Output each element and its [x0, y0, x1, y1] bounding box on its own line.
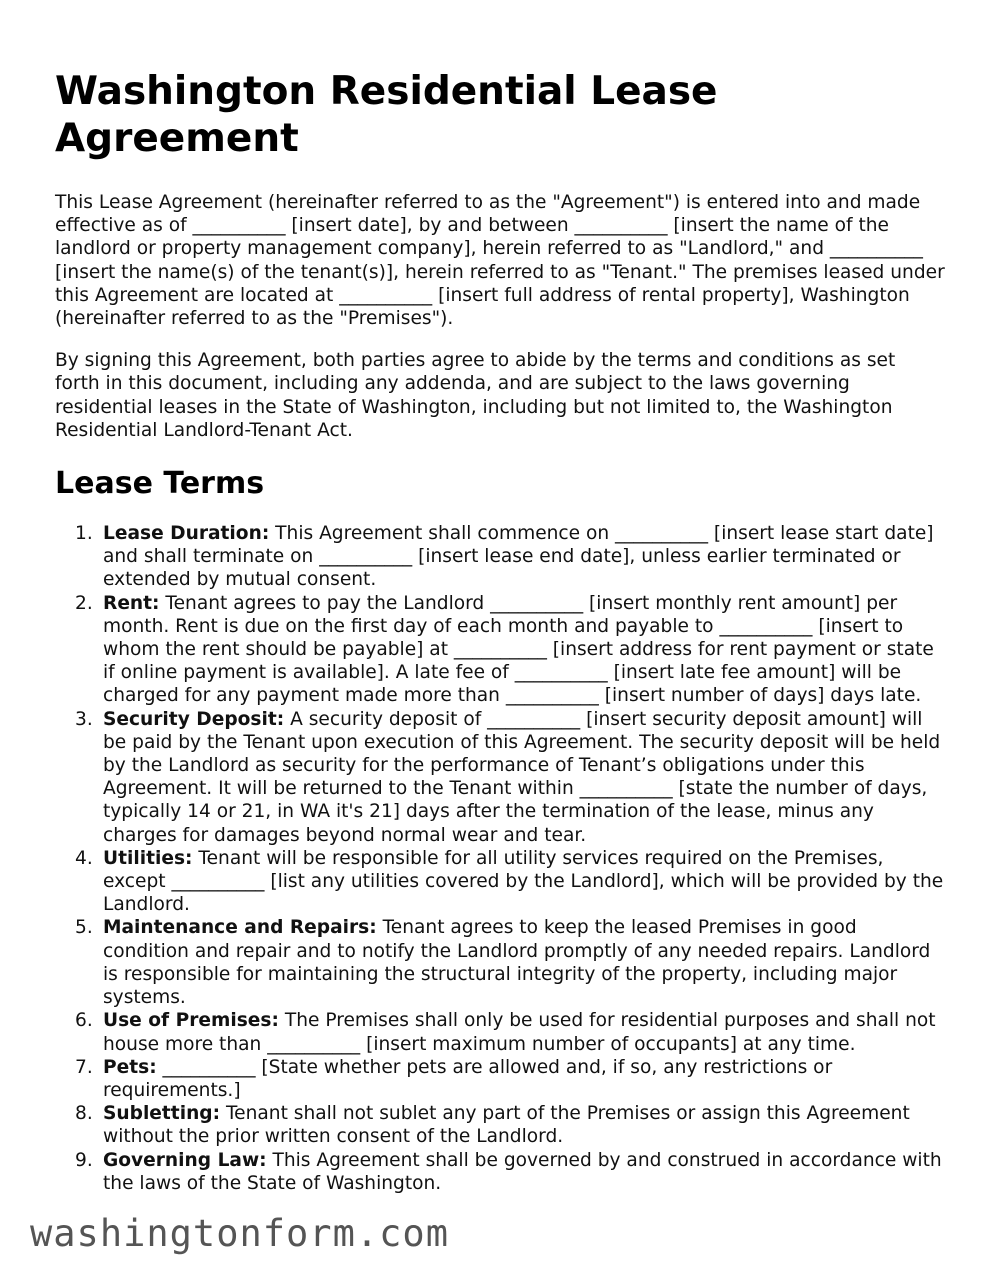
term-label: Governing Law: [103, 1149, 267, 1171]
lease-terms-list [55, 522, 945, 1195]
term-label: Security Deposit: [103, 708, 285, 730]
term-label: Rent: [103, 592, 160, 614]
term-subletting [55, 1102, 945, 1148]
term-label: Pets: [103, 1056, 157, 1078]
term-number: 7. [75, 1056, 93, 1078]
agreement-paragraph: By signing this Agreement, both parties agree to abide by the terms and conditions as set forth in this document, including any addenda, and are subject to the laws governing residential leases in the State of Washington, including but not limited to, the Washington Residential Landlord-Tenant Act. [55, 350, 896, 441]
term-text: Tenant will be responsible for all utility services required on the Premises, except __________ [list any utilities covered by the Landlord], which will be provided by the Landlord. [103, 847, 944, 916]
term-number: 3. [75, 708, 93, 730]
term-use-of-premises [55, 1009, 945, 1055]
term-number: 5. [75, 917, 93, 939]
term-security-deposit [55, 708, 945, 847]
term-number: 6. [75, 1010, 93, 1032]
term-rent [55, 592, 945, 708]
site-watermark: washingtonform.com [30, 1212, 449, 1255]
term-label: Subletting: [103, 1103, 221, 1125]
term-text: This Agreement shall commence on __________ [insert lease start date] and shall terminate on __________ [insert lease end date], unless earlier terminated or extended by mutual consent. [103, 523, 934, 591]
term-text: Tenant agrees to pay the Landlord __________ [insert monthly rent amount] per month. Rent is due on the first day of each month and payable to __________ [insert to whom the rent should be payable] at __________ [insert address for rent payment or state if online payment is available]. A late fee of __________ [insert late fee amount] will be charged for any payment made more than __________ [insert number of days] days late. [103, 592, 934, 707]
section-heading-lease-terms: Lease Terms [55, 466, 265, 502]
term-text: Tenant agrees to keep the leased Premises in good condition and repair and to notify the Landlord promptly of any needed repairs. Landlord is responsible for maintaining the structural integrity of the property, including major systems. [103, 917, 931, 1009]
term-label: Maintenance and Repairs: [103, 917, 377, 939]
term-maintenance-and-repairs [55, 916, 945, 1009]
term-text: The Premises shall only be used for residential purposes and shall not house more than __________ [insert maximum number of occupants] at any time. [103, 1010, 936, 1055]
term-governing-law [55, 1149, 945, 1195]
document-page [55, 68, 945, 1195]
term-label: Lease Duration: [103, 523, 270, 545]
term-text: __________ [State whether pets are allowed and, if so, any restrictions or requirements.] [103, 1056, 833, 1101]
term-number: 8. [75, 1103, 93, 1125]
intro-paragraph: This Lease Agreement (hereinafter referred to as the "Agreement") is entered into and made effective as of __________ [insert date], by and between __________ [insert the name of the landlord or property management company], herein referred to as "Landlord," and __________ [insert the name(s) of the tenant(s)], herein referred to as "Tenant." The premises leased under this Agreement are located at __________ [insert full address of rental property], Washington (hereinafter referred to as the "Premises"). [55, 192, 945, 330]
term-number: 9. [75, 1149, 93, 1171]
term-utilities [55, 847, 945, 917]
term-number: 4. [75, 847, 93, 869]
term-number: 2. [75, 592, 93, 614]
term-lease-duration [55, 522, 945, 592]
term-pets [55, 1056, 945, 1102]
term-text: Tenant shall not sublet any part of the Premises or assign this Agreement without the prior written consent of the Landlord. [103, 1103, 910, 1148]
document-title: Washington Residential Lease Agreement [55, 69, 718, 161]
term-number: 1. [75, 523, 93, 545]
term-text: A security deposit of __________ [insert security deposit amount] will be paid by the Tenant upon execution of this Agreement. The security deposit will be held by the Landlord as security for the performance of Tenant’s obligations under this Agreement. It will be returned to the Tenant within __________ [state the number of days, typically 14 or 21, in WA it's 21] days after the termination of the lease, minus any charges for damages beyond normal wear and tear. [103, 708, 941, 846]
term-text: This Agreement shall be governed by and construed in accordance with the laws of the State of Washington. [103, 1149, 942, 1194]
term-label: Utilities: [103, 847, 193, 869]
term-label: Use of Premises: [103, 1010, 279, 1032]
